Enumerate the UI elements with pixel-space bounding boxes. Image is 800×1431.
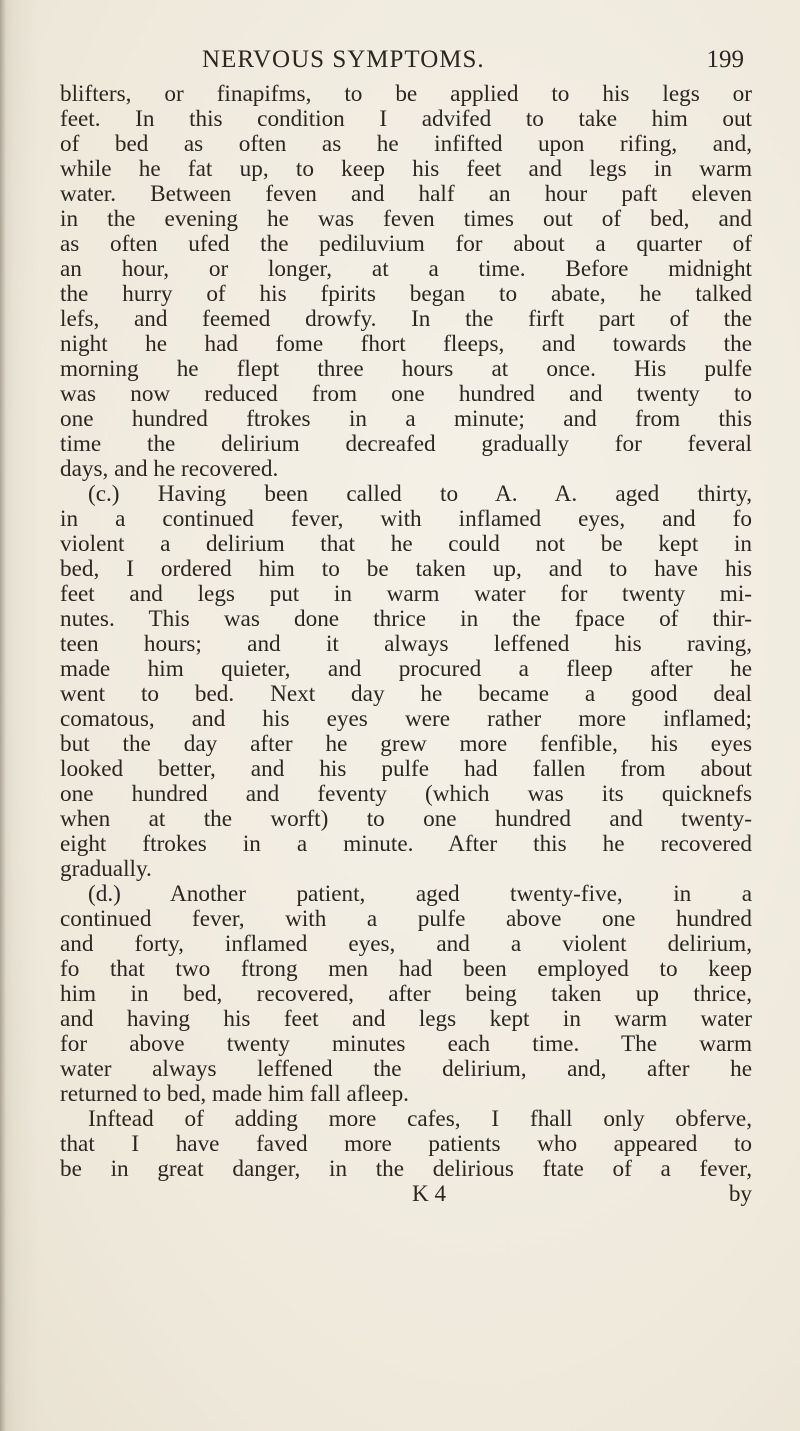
text-line: nutes. This was done thrice in the fpace of thir-: [60, 607, 752, 632]
text-line: feet and legs put in warm water for twenty mi-: [60, 582, 752, 607]
text-line: in a continued fever, with inflamed eyes, and fo: [60, 507, 752, 532]
text-line: be in great danger, in the delirious ftate of a fever,: [60, 1157, 752, 1182]
text-line: days, and he recovered.: [60, 457, 279, 482]
catchword: by: [728, 1181, 752, 1207]
text-line: lefs, and feemed drowfy. In the firft part of the: [60, 307, 752, 332]
text-line: while he fat up, to keep his feet and legs in warm: [60, 157, 752, 182]
text-line: but the day after he grew more fenfible, his eyes: [60, 732, 752, 757]
text-line: him in bed, recovered, after being taken up thrice,: [60, 982, 752, 1007]
page-header: [60, 46, 780, 76]
text-line: night he had fome fhort fleeps, and towards the: [60, 332, 752, 357]
text-line: when at the worft) to one hundred and twenty-: [60, 807, 752, 832]
text-line: the hurry of his fpirits began to abate, he talked: [60, 282, 752, 307]
case-d-heading-line: (d.) Another patient, aged twenty-five, in a: [88, 882, 752, 907]
text-line: continued fever, with a pulfe above one hundred: [60, 907, 752, 932]
text-line: for above twenty minutes each time. The warm: [60, 1032, 752, 1057]
text-line: comatous, and his eyes were rather more inflamed;: [60, 707, 752, 732]
text-line: violent a delirium that he could not be kept in: [60, 532, 752, 557]
body-text: [60, 82, 752, 1207]
text-line: water. Between feven and half an hour paft eleven: [60, 182, 752, 207]
text-line: in the evening he was feven times out of bed, and: [60, 207, 752, 232]
case-c-heading-line: (c.) Having been called to A. A. aged thirty,: [88, 482, 752, 507]
text-line: an hour, or longer, at a time. Before midnight: [60, 257, 752, 282]
text-line: and having his feet and legs kept in warm water: [60, 1007, 752, 1032]
text-line: bed, I ordered him to be taken up, and to have his: [60, 557, 752, 582]
text-line: water always leffened the delirium, and, after he: [60, 1057, 752, 1082]
text-line: made him quieter, and procured a fleep after he: [60, 657, 752, 682]
text-line: and forty, inflamed eyes, and a violent delirium,: [60, 932, 752, 957]
text-line: gradually.: [60, 857, 152, 882]
text-line: time the delirium decreafed gradually for feveral: [60, 432, 752, 457]
text-line: one hundred ftrokes in a minute; and from this: [60, 407, 752, 432]
text-line: that I have faved more patients who appeared to: [60, 1132, 752, 1157]
running-head: NERVOUS SYMPTOMS.: [202, 46, 485, 73]
signature-mark: K 4: [412, 1181, 447, 1207]
text-line: returned to bed, made him fall afleep.: [60, 1082, 409, 1107]
page-number: 199: [706, 46, 744, 73]
text-line: teen hours; and it always leffened his raving,: [60, 632, 752, 657]
text-line: feet. In this condition I advifed to take him out: [60, 107, 752, 132]
binding-gutter-shadow: [0, 0, 6, 1431]
text-line: as often ufed the pediluvium for about a quarter of: [60, 232, 752, 257]
text-line: looked better, and his pulfe had fallen from about: [60, 757, 752, 782]
text-line: one hundred and feventy (which was its quicknefs: [60, 782, 752, 807]
text-line: eight ftrokes in a minute. After this he recovered: [60, 832, 752, 857]
text-line: blifters, or finapifms, to be applied to his legs or: [60, 82, 752, 107]
text-line: fo that two ftrong men had been employed to keep: [60, 957, 752, 982]
text-line: went to bed. Next day he became a good deal: [60, 682, 752, 707]
closing-paragraph-line: Inftead of adding more cafes, I fhall only obferve,: [88, 1107, 752, 1132]
text-line: morning he flept three hours at once. His pulfe: [60, 357, 752, 382]
footer-line: [60, 1182, 752, 1207]
text-line: of bed as often as he infifted upon rifing, and,: [60, 132, 752, 157]
text-line: was now reduced from one hundred and twenty to: [60, 382, 752, 407]
